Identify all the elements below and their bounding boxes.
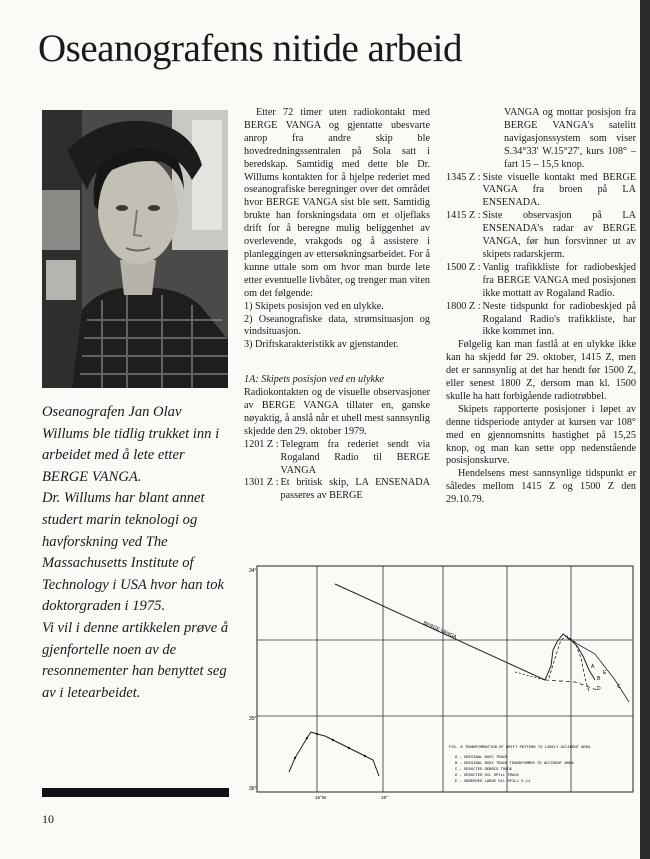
text-column-2 bbox=[446, 107, 636, 507]
paragraph: VANGA og mottar posisjon fra BERGE VANGA's satelitt navigasjonssystem som viser S.34°33' W.15°27', kurs 108° – fart 15 – 15,5 knop. bbox=[504, 107, 636, 170]
paragraph: Skipets rapporterte posisjoner i løpet av denne tidsperiode antyder at kursen var 108° med en gjennomsnitts hastighet på 15,25 knop, og man kan sette opp nedenstående posisjonskurve. bbox=[446, 403, 636, 467]
drift-curve-b bbox=[549, 636, 589, 692]
log-time: 1301 Z : bbox=[244, 477, 279, 489]
text-column-1 bbox=[244, 107, 430, 503]
article-title: Oseanografens nitide arbeid bbox=[38, 27, 462, 70]
paragraph: Hendelsens mest sannsynlige tidspunkt er således mellom 1415 Z og 1500 Z den 29.10.79. bbox=[446, 468, 636, 506]
sample-points bbox=[294, 733, 366, 759]
paragraph: Etter 72 timer uten radiokontakt med BERGE VANGA og gjentatte ubesvarte anrop fra andre skip ble hovedredningssentralen på Sola satt i beredskap. Samtidig med dette ble Dr. Willums kontakten for å hjelpe rederiet med oseanografiske beregninger over det området hvor BERGE VANGA sist ble sett. Samtidig brukte han forskningsdata om et oljeflaks drift for å beregne mulig beliggenhet av overlevende, vrakgods og å assistere i planleggingen av ettersøkningsarbeidet. For å kunne uttale som om hvor man burde lete etter eventuelle livbåter, og trenger man viten om det følgende: bbox=[244, 107, 430, 299]
subheading: 1A: Skipets posisjon ved en ulykke bbox=[244, 374, 385, 386]
portrait-photo bbox=[42, 110, 228, 388]
log-time: 1800 Z : bbox=[446, 300, 481, 312]
figure-grid bbox=[257, 566, 633, 792]
log-time: 1500 Z : bbox=[446, 261, 481, 273]
log-entry bbox=[244, 439, 430, 478]
log-entry bbox=[446, 172, 636, 211]
legend-item: A – ORIGINAL BUOY TRACK bbox=[455, 756, 508, 760]
decorative-rule bbox=[42, 788, 229, 797]
log-time: 1201 Z : bbox=[244, 438, 279, 450]
track-label: BERGE VANGA bbox=[422, 620, 458, 641]
x-tick: 15°W bbox=[315, 795, 327, 800]
paragraph: Følgelig kan man fastlå at en ulykke ikke kan ha skjedd før 29. oktober, 1415 Z, men det er sannsynlig at det har hendt før 1500 Z, eller senest 1800 Z, dersom man kl. 1500 skulle ha hatt forbigående radiotrøbbel. bbox=[446, 339, 636, 402]
curve-label: A bbox=[591, 664, 595, 670]
log-text: Et britisk skip, LA ENSENADA passeres av BERGE bbox=[280, 477, 430, 502]
x-tick: 15° bbox=[381, 795, 388, 800]
curve-label: E bbox=[603, 670, 607, 676]
figure-legend bbox=[449, 746, 591, 784]
legend-item: C – DEDUCTED DEBRIS TRACK bbox=[455, 768, 512, 772]
list-item: 1) Skipets posisjon ved en ulykke. bbox=[244, 300, 384, 312]
portrait-illustration bbox=[42, 110, 228, 388]
drift-curve-a bbox=[545, 634, 595, 680]
log-text: Siste visuelle kontakt med BERGE VANGA fra broen på LA ENSENADA. bbox=[482, 171, 636, 209]
curve-label: C bbox=[617, 684, 621, 690]
caption-para: Vi vil i denne artikkelen prøve å gjenfortelle noen av de resonnementer han benyttet seg av i letearbeidet. bbox=[42, 619, 229, 701]
caption-para: Oseanografen Jan Olav Willums ble tidlig trukket inn i arbeidet med å lete etter BERGE VANGA. bbox=[42, 404, 220, 485]
legend-title: FIG. 8 TRANSFORMATION OF DRIFT PATTERN TO LIKELY ACCIDENT AREA bbox=[449, 746, 591, 750]
drift-curve-c bbox=[567, 638, 629, 702]
log-text: Vanlig trafikkliste for radiobeskjed fra BERGE VANGA med posisjonen ikke mottatt av Rogaland Radio. bbox=[482, 261, 636, 299]
scale-label: 36° bbox=[249, 786, 257, 792]
list-item: 2) Oseanografiske data, strømsituasjon og vindsituasjon. bbox=[244, 313, 430, 338]
sample-drift-curve bbox=[289, 732, 379, 776]
drift-pattern-figure bbox=[245, 562, 637, 800]
log-entry bbox=[446, 301, 636, 340]
figure-frame bbox=[257, 566, 633, 792]
legend-item: E – OBSERVED LARGE OIL SPILL 5.11 bbox=[455, 780, 531, 784]
log-time: 1415 Z : bbox=[446, 210, 481, 222]
log-entry bbox=[446, 262, 636, 301]
photo-caption bbox=[42, 402, 232, 704]
log-text: Neste tidspunkt for radiobeskjed på Rogaland Radio's trafikkliste, har ikke kommet inn. bbox=[482, 300, 636, 338]
paragraph: Radiokontakten og de visuelle observasjoner av BERGE VANGA tillater en, ganske nøyaktig, å anslå når et uhell mest sannsynlig skjedde den 29. oktober 1979. bbox=[244, 387, 430, 437]
legend-item: B – ORIGINAL BUOY TRACK TRANSFORMED TO ACCIDENT AREA bbox=[455, 762, 574, 766]
page-number: 10 bbox=[42, 812, 54, 826]
curve-label: D bbox=[597, 686, 601, 692]
list-item: 3) Driftskarakteristikk av gjenstander. bbox=[244, 339, 399, 351]
log-text: Siste observasjon på LA ENSENADA's radar av BERGE VANGA, før hun forsvinner ut av skipets radarskjerm. bbox=[482, 210, 636, 260]
log-time: 1345 Z : bbox=[446, 171, 481, 183]
page-edge bbox=[640, 0, 650, 859]
caption-para: Dr. Willums har blant annet studert marin teknologi og havforskning ved The Massachusetts Institute of Technology i USA hvor han tok doktorgraden i 1975. bbox=[42, 490, 225, 615]
log-text: Telegram fra rederiet sendt via Rogaland Radio til BERGE VANGA bbox=[280, 438, 430, 476]
x-axis-ticks bbox=[315, 795, 388, 800]
scale-label: 35° bbox=[249, 716, 257, 722]
scale-label: 34° bbox=[249, 568, 257, 574]
curve-label: B bbox=[597, 676, 601, 682]
legend-item: D – DEDUCTED OIL SPILL TRACK bbox=[455, 774, 519, 778]
log-entry bbox=[446, 210, 636, 262]
log-entry bbox=[244, 477, 430, 503]
